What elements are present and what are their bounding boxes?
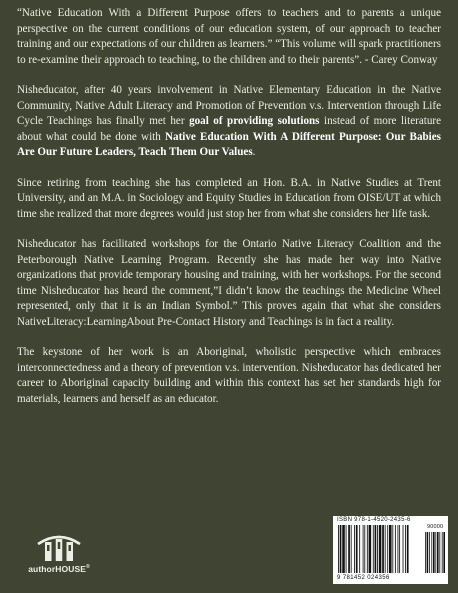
isbn-barcode: [333, 516, 448, 584]
author-bio-paragraph: Nisheducator, after 40 years involvement in Native Elementary Education in the Native Community, Native Adult Literacy and Promotion of Prevention v.s. Intervention through Life Cycle Teachings has finally met her goal of providing solutions instead of more literature about what could be done with Native Education With A Different Purpose: Our Babies Are Our Future Leaders, Teach Them Our Values.: [17, 83, 442, 159]
barcode-digits: 9 781452 024356: [337, 575, 390, 581]
keystone-paragraph: The keystone of her work is an Aboriginal, wholistic perspective which embraces interconnectedness and a theory of prevention v.s. intervention. Nisheducator has dedicated her career to Aboriginal capacity building and within this context has set her standards high for materials, learners and herself as an educator.: [17, 346, 441, 405]
publisher-logo: [24, 528, 94, 580]
emphasis-text: goal of providing solutions: [189, 115, 320, 128]
barcode-bars: [333, 516, 448, 584]
publisher-name: authorHOUSE®: [28, 564, 90, 574]
back-cover-text: [17, 6, 441, 422]
review-quote: “Native Education With a Different Purpose offers to teachers and to parents a unique perspective on the current conditions of our education system, of our approach to teacher training and our expectations of our children as learners.” “This volume will spark practitioners to re-examine their approach to teaching, to the children and to their parents”. - Carey Conway: [17, 7, 441, 66]
authorhouse-logo-icon: [24, 528, 94, 564]
workshops-paragraph: Nisheducator has facilitated workshops for the Ontario Native Literacy Coalition and the Peterborough Native Learning Program. Recently she has made her way into Native organizations that provide temporary housing and training, with her workshops. For the second time Nisheducator has heard the comment,”I didn’t know the teachings the Medicine Wheel represented, only that it is an Indian Symbol.” This proves again that what she considers NativeLiteracy:LearningAbout Pre-Contact History and Teachings is in fact a reality.: [17, 237, 441, 328]
education-paragraph: Since retiring from teaching she has completed an Hon. B.A. in Native Studies at Trent University, and an M.A. in Sociology and Equity Studies in Education from OISE/UT at which time she realized that more degrees would just stop her from what she considers her life task.: [17, 176, 441, 220]
price-addon-code: 90000: [427, 524, 444, 530]
emphasis-text: Native Education With A Different Purpose: Our Babies Are Our Future Leaders, Teach Them Our Values: [17, 130, 441, 159]
isbn-label: ISBN 978-1-4520-2435-6: [337, 517, 411, 523]
